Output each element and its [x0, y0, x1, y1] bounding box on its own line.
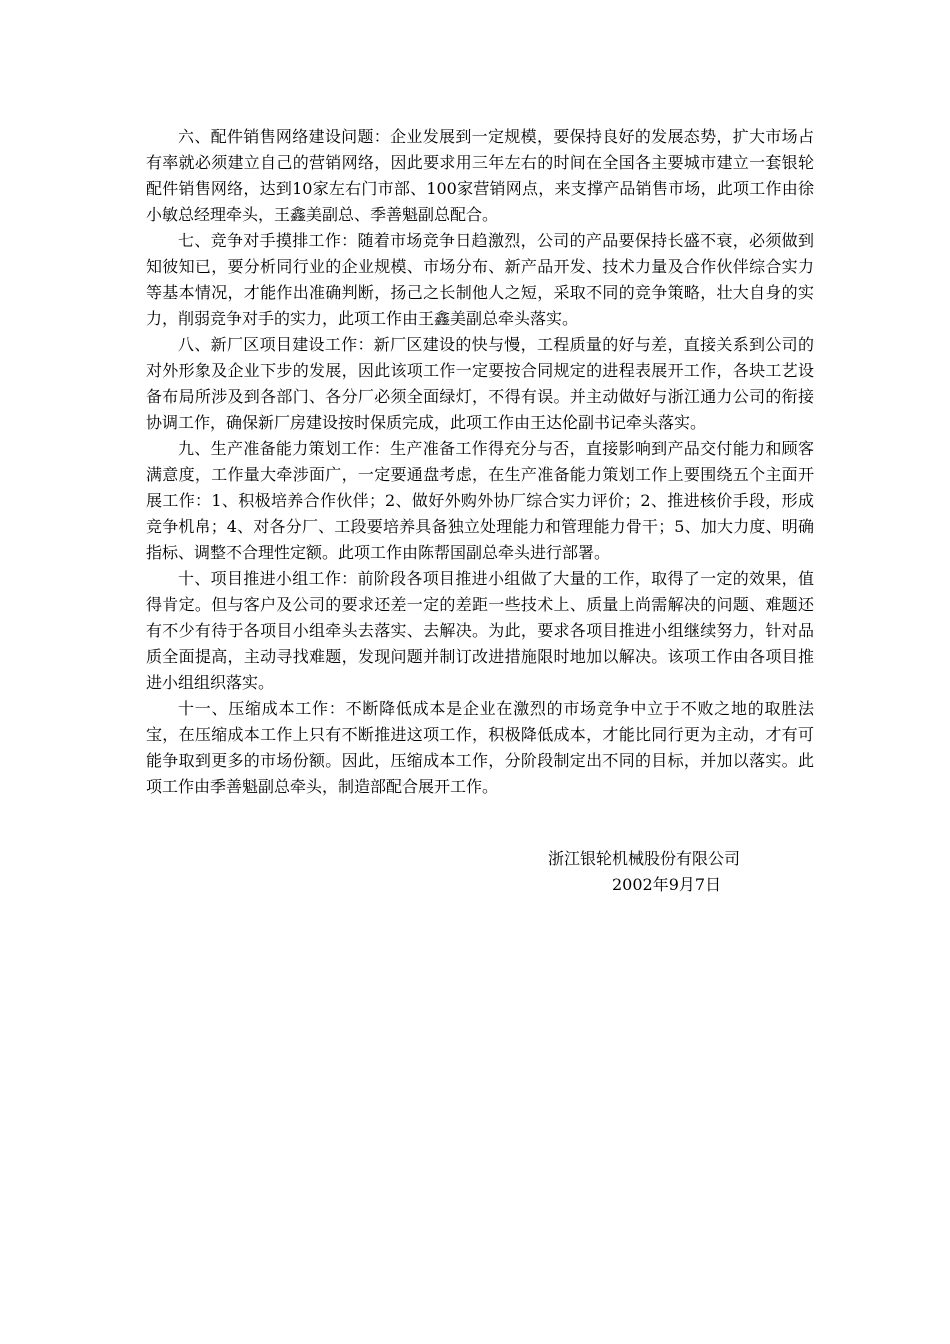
signature-block	[530, 846, 770, 898]
paragraph-project-team: 十、项目推进小组工作：前阶段各项目推进小组做了大量的工作，取得了一定的效果，值得肯定。但与客户及公司的要求还差一定的差距一些技术上、质量上尚需解决的问题、难题还有不少有待于各项目小组牵头去落实、去解决。为此，要求各项目推进小组继续努力，针对品质全面提高，主动寻找难题，发现问题并制订改进措施限时地加以解决。该项工作由各项目推进小组组织落实。	[146, 569, 814, 692]
document-body	[146, 124, 814, 800]
signature-date: 2002年9月7日	[612, 875, 722, 894]
paragraph-new-plant-project: 八、新厂区项目建设工作：新厂区建设的快与慢，工程质量的好与差，直接关系到公司的对外形象及企业下步的发展，因此该项工作一定要按合同规定的进程表展开工作，各块工艺设备布局所涉及到各部门、各分厂必须全面绿灯，不得有误。并主动做好与浙江通力公司的衔接协调工作，确保新厂房建设按时保质完成，此项工作由王达伦副书记牵头落实。	[146, 335, 814, 432]
signature-company: 浙江银轮机械股份有限公司	[548, 849, 741, 868]
paragraph-sales-network: 六、配件销售网络建设问题：企业发展到一定规模，要保持良好的发展态势，扩大市场占有率就必须建立自己的营销网络，因此要求用三年左右的时间在全国各主要城市建立一套银轮配件销售网络，达到10家左右门市部、100家营销网点，来支撑产品销售市场，此项工作由徐小敏总经理牵头，王鑫美副总、季善魁副总配合。	[146, 127, 814, 224]
paragraph-production-preparation: 九、生产准备能力策划工作：生产准备工作得充分与否，直接影响到产品交付能力和顾客满意度，工作量大牵涉面广，一定要通盘考虑，在生产准备能力策划工作上要围绕五个主面开展工作：1、积极培养合作伙伴；2、做好外购外协厂综合实力评价；2、推进核价手段，形成竞争机帛；4、对各分厂、工段要培养具备独立处理能力和管理能力骨干；5、加大力度、明确指标、调整不合理性定额。此项工作由陈帮国副总牵头进行部署。	[146, 439, 814, 562]
paragraph-competitor-survey: 七、竞争对手摸排工作：随着市场竞争日趋激烈，公司的产品要保持长盛不衰，必须做到知彼知已，要分析同行业的企业规模、市场分布、新产品开发、技术力量及合作伙伴综合实力等基本情况，才能作出准确判断，扬己之长制他人之短，采取不同的竞争策略，壮大自身的实力，削弱竞争对手的实力，此项工作由王鑫美副总牵头落实。	[146, 231, 814, 328]
paragraph-cost-reduction: 十一、压缩成本工作：不断降低成本是企业在激烈的市场竞争中立于不败之地的取胜法宝，在压缩成本工作上只有不断推进这项工作，积极降低成本，才能比同行更为主动，才有可能争取到更多的市场份额。因此，压缩成本工作，分阶段制定出不同的目标，并加以落实。此项工作由季善魁副总牵头，制造部配合展开工作。	[146, 699, 814, 796]
